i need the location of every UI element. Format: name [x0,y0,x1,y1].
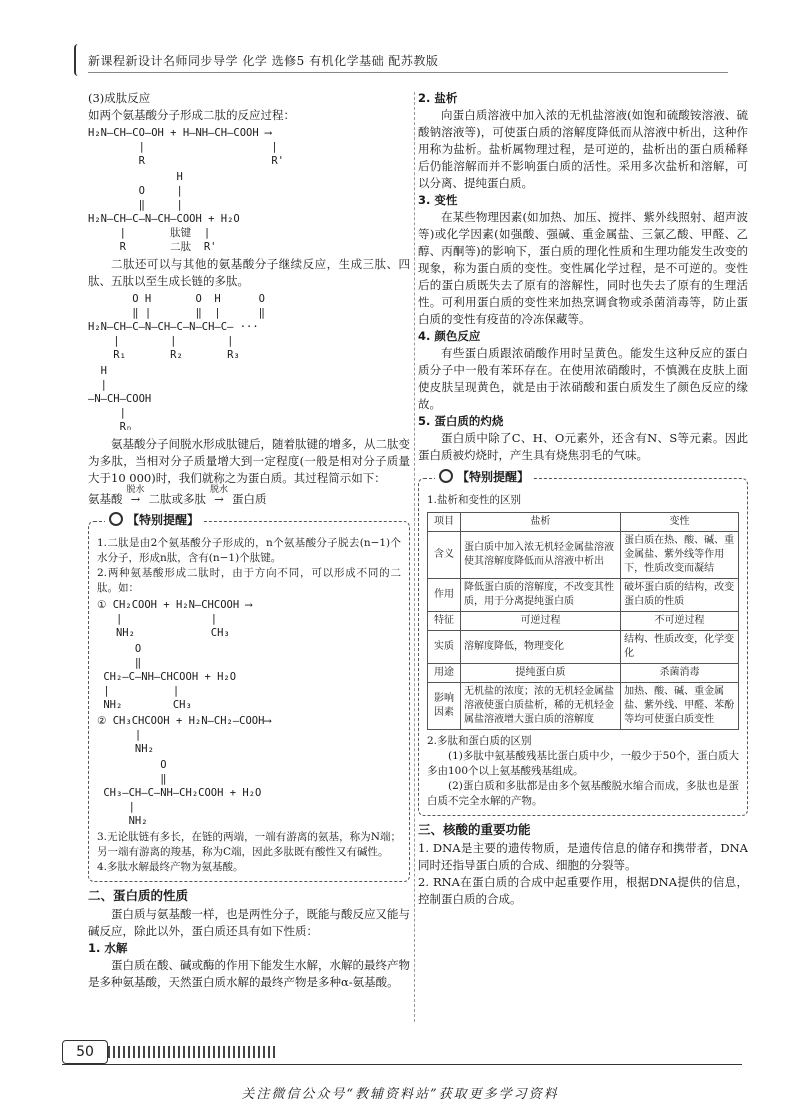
table-row [428,612,739,631]
table-cell: 降低蛋白质的溶解度，不改变其性质，用于分离提纯蛋白质 [461,579,621,612]
table-header-cell: 变性 [621,513,739,532]
tip-item: 2.两种氨基酸形成二肽时，由于方向不同，可以形成不同的二肽。如： [97,567,401,594]
column-divider [414,92,415,1022]
paragraph: 蛋白质在酸、碱或酶的作用下能发生水解，水解的最终产物是多种氨基酸，天然蛋白质水解的最终产物是多种α-氨基酸。 [88,958,410,989]
page-header: 新课程新设计名师同步导学 化学 选修5 有机化学基础 配苏教版 [88,54,439,68]
paragraph: 有些蛋白质跟浓硝酸作用时呈黄色。能发生这种反应的蛋白质分子中一般有苯环存在。在使用浓硝酸时，不慎溅在皮肤上面使皮肤呈现黄色，就是由于浓硝酸和蛋白质发生了颜色反应的缘故。 [418,346,748,411]
table-header-cell: 项目 [428,513,461,532]
subheading-denaturation: 3. 变性 [418,193,458,207]
left-column [88,90,410,991]
section-3-title: 三、核酸的重要功能 [418,822,531,837]
table-cell: 结构、性质改变，化学变化 [621,631,739,664]
tip-item: 2.多肽和蛋白质的区别 [427,735,532,747]
tip-item: 1.盐析和变性的区别 [427,494,522,506]
paragraph: 蛋白质与氨基酸一样，也是两性分子，既能与酸反应又能与碱反应，除此以外，蛋白质还具有如下性质： [88,907,410,938]
tip-title: 【特别提醒】 [105,511,203,528]
table-cell: 作用 [428,579,461,612]
paragraph: 氨基酸分子间脱水形成肽键后，随着肽键的增多，从二肽变为多肽，当相对分子质量增大到一定程度(一般是相对分子质量大于10 000)时，我们就称之为蛋白质。其过程简示如下： [88,437,410,485]
table-cell: 蛋白质中加入浓无机轻金属盐溶液使其溶解度降低而从溶液中析出 [461,532,621,579]
paragraph: 向蛋白质溶液中加入浓的无机盐溶液(如饱和硫酸铵溶液、硫酸钠溶液等)，可使蛋白质的溶解度降低而从溶液中析出，这种作用称为盐析。盐析属物理过程，是可逆的，盐析出的蛋白质稀释后仍能溶解而并不影响蛋白质的活性。采用多次盐析和溶解，可以分离、提纯蛋白质。 [418,108,748,190]
paragraph: 在某些物理因素(如加热、加压、搅拌、紫外线照射、超声波等)或化学因素(如强酸、强碱、重金属盐、三氯乙酸、甲醛、乙醇、丙酮等)的影响下，蛋白质的理化性质和生理功能发生改变的现象，称为蛋白质的变性。变性属化学过程，是不可逆的。变性后的蛋白质既失去了原有的溶解性，同时也失去了原有的生理活性。可利用蛋白质的变性来加热烹调食物或杀菌消毒等，防止蛋白质的变性有疫苗的冷冻保藏等。 [418,210,748,326]
tip-box-right [418,470,748,816]
tip-box-left [88,513,410,882]
subheading-hydrolysis: 1. 水解 [88,941,128,955]
table-cell: 可逆过程 [461,612,621,631]
equation-polypeptide: O H O H O ‖ | ‖ | ‖ H₂N—CH—C—N—CH—C—N—CH—C— ··· | | | R₁ R₂ R₃ [88,293,266,361]
equation-example: O ‖ CH₂—C—NH—CHCOOH + H₂O | | NH₂ CH₃ [103,643,237,711]
arrow-icon: 脱水 → [123,492,149,506]
process-flow [88,485,410,507]
arrow-label: 脱水 [209,485,228,495]
magnifier-icon [109,512,123,526]
equation-example: ① CH₂COOH + H₂N—CHCOOH ⟶ | | NH₂ CH₃ [97,599,252,639]
page-number: 50 [62,1040,108,1064]
footer-decoration [108,1046,278,1058]
table-cell: 特征 [428,612,461,631]
flow-step: 氨基酸 [88,492,123,506]
numbered-item: 1. DNA是主要的遗传物质，是遗传信息的储存和携带者，DNA同时还指导蛋白质的合成、细胞的分裂等。 [418,841,748,872]
tip-item: 1.二肽是由2个氨基酸分子形成的，n个氨基酸分子脱去(n−1)个水分子，形成n肽，含有(n−1)个肽键。 [97,537,401,564]
arrow-label: 脱水 [126,485,145,495]
comparison-table [427,512,739,730]
table-row [428,631,739,664]
paragraph: 蛋白质中除了C、H、O元素外，还含有N、S等元素。因此蛋白质被灼烧时，产生具有烧焦羽毛的气味。 [418,431,748,462]
equation-example: O ‖ CH₃—CH—C—NH—CH₂COOH + H₂O | NH₂ [103,759,262,827]
tip-item: (2)蛋白质和多肽都是由多个氨基酸脱水缩合而成，多肽也是蛋白质不完全水解的产物。 [427,780,739,807]
table-row [428,532,739,579]
table-cell: 加热、酸、碱、重金属盐、紫外线、甲醛、苯酚等均可使蛋白质变性 [621,683,739,730]
table-cell: 实质 [428,631,461,664]
subheading-salting-out: 2. 盐析 [418,91,458,105]
magnifier-icon [439,469,453,483]
footer-note: 关注微信公众号“教辅资料站”获取更多学习资料 [241,1087,559,1102]
footer-rule [62,1064,742,1065]
header-decoration [74,44,82,76]
equation-dipeptide-product: H O | ‖ | H₂N—CH—C—N—CH—COOH + H₂O | 肽键 | R 二肽 R' [88,171,240,253]
tip-item: 3.无论肽链有多长，在链的两端，一端有游离的氨基，称为N端；另一端有游离的羧基，称为C端，因此多肽既有酸性又有碱性。 [97,831,401,858]
flow-step: 蛋白质 [232,492,267,506]
section-2-title: 二、蛋白质的性质 [88,888,189,903]
tip-title: 【特别提醒】 [435,468,533,485]
tip-item: 4.多肽水解最终产物为氨基酸。 [97,861,244,873]
table-cell: 提纯蛋白质 [461,664,621,683]
table-cell: 影响因素 [428,683,461,730]
right-column [418,90,748,908]
table-header-cell: 盐析 [461,513,621,532]
subsection-3-title: (3)成肽反应 [88,91,151,105]
table-cell: 蛋白质在热、酸、碱、重金属盐、紫外线等作用下，性质改变而凝结 [621,532,739,579]
table-header-row [428,513,739,532]
table-row [428,683,739,730]
numbered-item: 2. RNA在蛋白质的合成中起重要作用，根据DNA提供的信息，控制蛋白质的合成。 [418,875,748,906]
table-cell: 含义 [428,532,461,579]
subheading-color-reaction: 4. 颜色反应 [418,329,481,343]
tip-item: (1)多肽中氨基酸残基比蛋白质中少，一般少于50个，蛋白质大多由100个以上氨基酸残基组成。 [427,750,739,777]
table-cell: 破坏蛋白质的结构，改变蛋白质的性质 [621,579,739,612]
table-cell: 不可逆过程 [621,612,739,631]
paragraph: 如两个氨基酸分子形成二肽的反应过程： [88,108,295,122]
header-rule [88,72,728,73]
table-row [428,579,739,612]
table-cell: 杀菌消毒 [621,664,739,683]
subheading-burning: 5. 蛋白质的灼烧 [418,414,504,428]
equation-example: ② CH₃CHCOOH + H₂N—CH₂—COOH⟶ | NH₂ [97,715,271,755]
arrow-icon: 脱水 → [206,492,232,506]
table-cell: 用途 [428,664,461,683]
paragraph: 二肽还可以与其他的氨基酸分子继续反应，生成三肽、四肽、五肽以至生成长链的多肽。 [88,257,410,288]
flow-step: 二肽或多肽 [148,492,206,506]
equation-repeat-unit: H | —N—CH—COOH | Rₙ [88,365,152,433]
equation-dipeptide-reactants: H₂N—CH—CO—OH + H—NH—CH—COOH ⟶ | | R R' [88,127,284,167]
table-cell: 无机盐的浓度；浓的无机轻金属盐溶液使蛋白质盐析，稀的无机轻金属盐溶液增大蛋白质的溶解度 [461,683,621,730]
table-row [428,664,739,683]
table-cell: 溶解度降低，物理变化 [461,631,621,664]
